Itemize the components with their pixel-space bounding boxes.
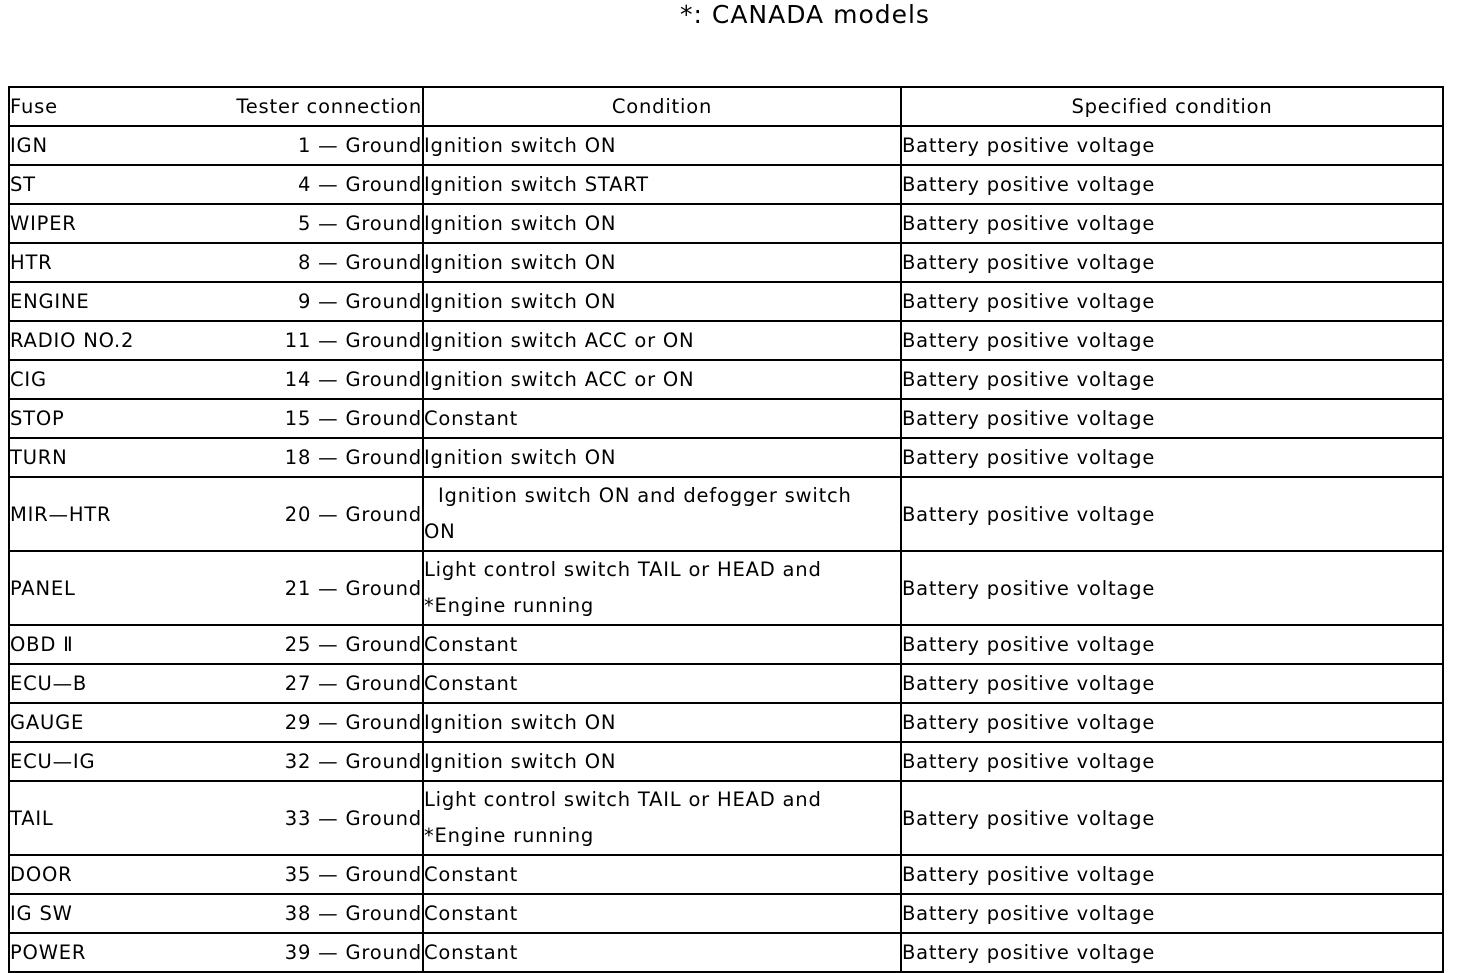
tester-connection-cell: 32 — Ground [210, 742, 423, 781]
table-row [9, 703, 1443, 742]
tester-connection-cell: 11 — Ground [210, 321, 423, 360]
condition-cell: Ignition switch ON [423, 243, 901, 282]
condition-line: *Engine running [424, 594, 595, 617]
header-condition: Condition [423, 87, 901, 126]
fuse-cell: ECU—B [9, 664, 210, 703]
condition-line: Light control switch TAIL or HEAD and [424, 558, 822, 581]
tester-connection-cell: 8 — Ground [210, 243, 423, 282]
specified-condition-cell: Battery positive voltage [901, 399, 1443, 438]
tester-connection-cell: 38 — Ground [210, 894, 423, 933]
specified-condition-cell: Battery positive voltage [901, 625, 1443, 664]
fuse-cell: MIR—HTR [9, 477, 210, 551]
tester-connection-cell: 15 — Ground [210, 399, 423, 438]
condition-line: Ignition switch ON and defogger switch [424, 484, 852, 507]
tester-connection-cell: 4 — Ground [210, 165, 423, 204]
table-row [9, 399, 1443, 438]
specified-condition-cell: Battery positive voltage [901, 438, 1443, 477]
tester-connection-cell: 27 — Ground [210, 664, 423, 703]
tester-connection-cell: 33 — Ground [210, 781, 423, 855]
fuse-cell: HTR [9, 243, 210, 282]
specified-condition-cell: Battery positive voltage [901, 321, 1443, 360]
table-row [9, 126, 1443, 165]
condition-cell: Constant [423, 625, 901, 664]
header-specified-condition: Specified condition [901, 87, 1443, 126]
specified-condition-cell: Battery positive voltage [901, 477, 1443, 551]
condition-cell: Ignition switch ON [423, 126, 901, 165]
specified-condition-cell: Battery positive voltage [901, 781, 1443, 855]
tester-connection-cell: 1 — Ground [210, 126, 423, 165]
table-row [9, 551, 1443, 625]
table-row [9, 933, 1443, 972]
fuse-inspection-table [8, 86, 1444, 973]
table-row [9, 664, 1443, 703]
table-row [9, 894, 1443, 933]
condition-cell: Ignition switch ON [423, 703, 901, 742]
condition-cell: Ignition switch ON [423, 204, 901, 243]
table-row [9, 282, 1443, 321]
tester-connection-cell: 14 — Ground [210, 360, 423, 399]
tester-connection-cell: 5 — Ground [210, 204, 423, 243]
specified-condition-cell: Battery positive voltage [901, 742, 1443, 781]
condition-cell: Ignition switch ON [423, 282, 901, 321]
tester-connection-cell: 39 — Ground [210, 933, 423, 972]
fuse-cell: TURN [9, 438, 210, 477]
table-row [9, 360, 1443, 399]
fuse-cell: CIG [9, 360, 210, 399]
tester-connection-cell: 29 — Ground [210, 703, 423, 742]
table-row [9, 321, 1443, 360]
specified-condition-cell: Battery positive voltage [901, 282, 1443, 321]
specified-condition-cell: Battery positive voltage [901, 855, 1443, 894]
tester-connection-cell: 25 — Ground [210, 625, 423, 664]
fuse-cell: GAUGE [9, 703, 210, 742]
condition-cell: Constant [423, 855, 901, 894]
specified-condition-cell: Battery positive voltage [901, 933, 1443, 972]
table-row [9, 742, 1443, 781]
table-row [9, 855, 1443, 894]
tester-connection-cell: 18 — Ground [210, 438, 423, 477]
fuse-cell: DOOR [9, 855, 210, 894]
specified-condition-cell: Battery positive voltage [901, 894, 1443, 933]
specified-condition-cell: Battery positive voltage [901, 703, 1443, 742]
condition-cell: Ignition switch ON [423, 742, 901, 781]
fuse-cell: POWER [9, 933, 210, 972]
fuse-cell: TAIL [9, 781, 210, 855]
fuse-cell: IG SW [9, 894, 210, 933]
fuse-cell: ENGINE [9, 282, 210, 321]
table-row [9, 165, 1443, 204]
condition-cell [423, 551, 901, 625]
specified-condition-cell: Battery positive voltage [901, 360, 1443, 399]
specified-condition-cell: Battery positive voltage [901, 204, 1443, 243]
table-row [9, 438, 1443, 477]
specified-condition-cell: Battery positive voltage [901, 551, 1443, 625]
specified-condition-cell: Battery positive voltage [901, 126, 1443, 165]
canada-models-note: *: CANADA models [680, 0, 930, 29]
specified-condition-cell: Battery positive voltage [901, 664, 1443, 703]
fuse-cell: RADIO NO.2 [9, 321, 210, 360]
condition-line: *Engine running [424, 824, 595, 847]
condition-cell: Constant [423, 399, 901, 438]
condition-cell: Constant [423, 933, 901, 972]
condition-cell [423, 477, 901, 551]
fuse-cell: ST [9, 165, 210, 204]
table-row [9, 243, 1443, 282]
condition-cell: Ignition switch ACC or ON [423, 321, 901, 360]
header-tester-connection: Tester connection [210, 87, 423, 126]
fuse-cell: OBD Ⅱ [9, 625, 210, 664]
tester-connection-cell: 21 — Ground [210, 551, 423, 625]
table-row [9, 625, 1443, 664]
table-header-row [9, 87, 1443, 126]
specified-condition-cell: Battery positive voltage [901, 243, 1443, 282]
fuse-cell: IGN [9, 126, 210, 165]
header-fuse: Fuse [9, 87, 210, 126]
fuse-cell: STOP [9, 399, 210, 438]
tester-connection-cell: 20 — Ground [210, 477, 423, 551]
fuse-cell: PANEL [9, 551, 210, 625]
fuse-cell: WIPER [9, 204, 210, 243]
condition-line: ON [424, 520, 456, 543]
table-row [9, 204, 1443, 243]
specified-condition-cell: Battery positive voltage [901, 165, 1443, 204]
condition-cell: Constant [423, 664, 901, 703]
table-row [9, 781, 1443, 855]
tester-connection-cell: 35 — Ground [210, 855, 423, 894]
condition-cell [423, 781, 901, 855]
condition-line: Light control switch TAIL or HEAD and [424, 788, 822, 811]
tester-connection-cell: 9 — Ground [210, 282, 423, 321]
condition-cell: Ignition switch ON [423, 438, 901, 477]
condition-cell: Ignition switch ACC or ON [423, 360, 901, 399]
condition-cell: Constant [423, 894, 901, 933]
table-row [9, 477, 1443, 551]
condition-cell: Ignition switch START [423, 165, 901, 204]
fuse-cell: ECU—IG [9, 742, 210, 781]
